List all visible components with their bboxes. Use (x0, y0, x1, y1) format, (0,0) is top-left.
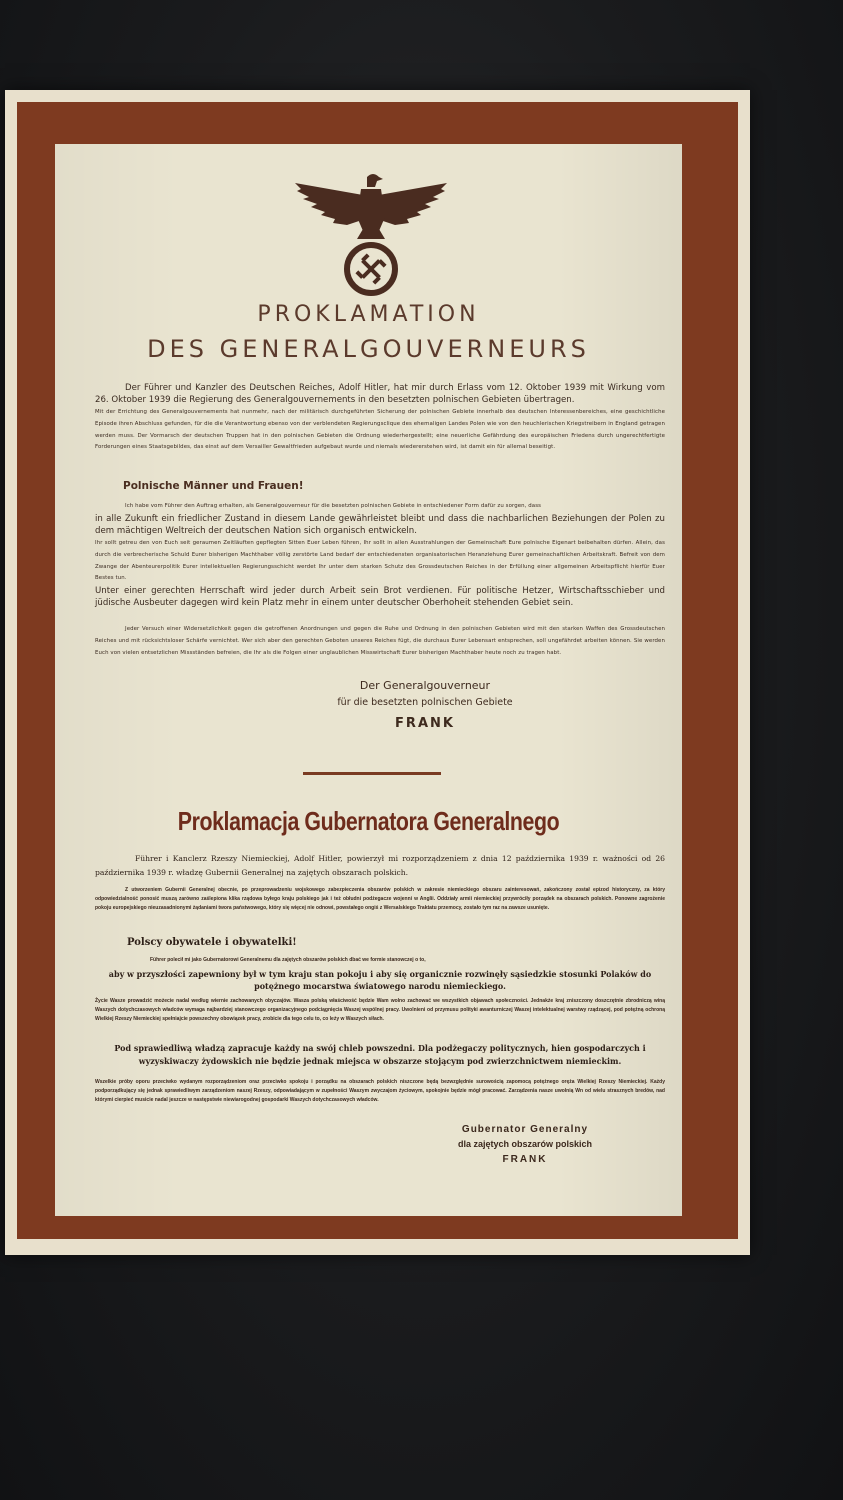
poster-sheet (55, 144, 682, 1216)
german-title-line1: PROKLAMATION (257, 302, 480, 327)
polish-address: Polscy obywatele i obywatelki! (127, 937, 297, 948)
german-paragraph-2d: Unter einer gerechten Herrschaft wird jeder durch Arbeit sein Brot verdienen. Für politische Hetzer, Wirtschaftsschieber und jüdische Ausbeuter dagegen wird kein Platz mehr in einem unter deutscher Oberhoheit stehenden Gebiet sein. (95, 586, 665, 608)
divider-line (303, 772, 441, 775)
polish-paragraph-2d: Pod sprawiedliwą władzą zapracuje każdy na swój chleb powszedni. Dla podżegaczy politycznych, hien gospodarczych i wyzyskiwaczy żydowskich nie będzie jednak miejsca w obszarze stojącym pod zwierzchnictwem niemieckim. (114, 1043, 646, 1066)
german-signature-region: für die besetzten polnischen Gebiete (337, 697, 513, 708)
german-signature-name: FRANK (395, 716, 455, 731)
polish-paragraph-2c: Życie Wasze prowadzić możecie nadal według wiernie zachowanych obyczajów. Wasza polską właściwość będzie Wam wolno zachować we wszystkich objawach społeczności. Jednakże kraj zniszczony doszczętnie zbrodniczą winą Waszych dotychczasowych władców wymaga najbardziej stanowczego organizacyjnego podciągnięcia Waszej wspólnej pracy. Uwolnieni od przymusu polityki awanturniczej Waszej intelektualnej warstwy rządzącej, pod potężną ochroną Wielkiej Rzeszy Niemieckiej spełniajcie powszechny obowiązek pracy, zrobicie dla tego celu to, co leży w Waszych siłach. (95, 998, 665, 1022)
german-paragraph-3: Jeder Versuch einer Widersetzlichkeit gegen die getroffenen Anordnungen und gegen die Ruhe und Ordnung in den polnischen Gebieten wird mit den starken Waffen des Grossdeutschen Reiches und mit rücksichtsloser Schärfe vernichtet. Wer sich aber den gerechten Geboten unseres Reiches fügt, die durchaus Eurer Lebensart entsprechen, soll ungefährdet arbeiten können. Sie werden Euch von vielen entsetzlichen Missständen befreien, die Ihr als die Folgen einer unglaublichen Misswirtschaft Eurer bisherigen Machthaber heute noch zu tragen habt. (95, 626, 665, 656)
polish-signature-region: dla zajętych obszarów polskich (457, 1139, 593, 1149)
polish-paragraph-2a: Führer polecił mi jako Gubernatorowi Generalnemu dla zajętych obszarów polskich dbać we formie stanowczej o to, (150, 957, 426, 963)
polish-signature-name: FRANK (502, 1154, 548, 1165)
german-paragraph-2a: Ich habe vom Führer den Auftrag erhalten, als Generalgouverneur für die besetzten polnischen Gebiete in entschiedener Form dafür zu sorgen, dass (125, 503, 542, 509)
german-title-line2: DES GENERALGOUVERNEURS (147, 335, 590, 363)
german-address: Polnische Männer und Frauen! (123, 480, 304, 492)
german-signature-title: Der Generalgouverneur (359, 679, 491, 692)
polish-intro: Führer i Kanclerz Rzeszy Niemieckiej, Adolf Hitler, powierzył mi rozporządzeniem z dnia 12 października 1939 r. ważności od 26 października 1939 r. władzę Gubernii Generalnej na zajętych obszarach polskich. (95, 854, 665, 877)
poster (5, 90, 750, 1255)
eagle-emblem-icon (287, 169, 455, 301)
polish-signature-title: Gubernator Generalny (461, 1124, 589, 1135)
german-paragraph-1: Mit der Errichtung des Generalgouvernements hat nunmehr, nach der militärisch durchgeführten Sicherung der polnischen Gebiete innerhalb des deutschen Interessenbereiches, eine geschichtliche Episode ihren Abschluss gefunden, für die die Verantwortung ebenso von der verblendeten Regierungsclique des ehemaligen Landes Polen wie von den heuchlerischen Kriegstreibern in England getragen werden muss. Der Vormarsch der deutschen Truppen hat in den polnischen Gebieten die Ordnung wiederhergestellt; eine neuerliche Gefährdung des europäischen Friedens durch ungerechtfertigte Forderungen eines Staatsgebildes, das einst auf dem Versailler Gewaltfrieden aufgebaut wurde und niemals wiedererstehen wird, ist damit ein für allemal beseitigt. (95, 409, 665, 451)
german-paragraph-2c: Ihr sollt getreu den von Euch seit geraumen Zeitläuften gepflegten Sitten Euer Leben führen, Ihr sollt in allen Ausstrahlungen der Gemeinschaft Eure polnische Eigenart beibehalten dürfen. Allein, das durch die verbrecherische Schuld Eurer bisherigen Machthaber völlig zerstörte Land bedarf der entschiedensten organisatorischen Heranziehung Eurer gemeinschaftlichen Arbeitskraft. Befreit von dem Zwange der Abenteurerpolitik Eurer intellektuellen Regierungsschicht werdet Ihr unter dem starken Schutz des Grossdeutschen Reiches in der Erfüllung einer allgemeinen Arbeitspflicht hierfür Euer Bestes tun. (95, 540, 665, 582)
german-paragraph-2b: in alle Zukunft ein friedlicher Zustand in diesem Lande gewährleistet bleibt und dass die nachbarlichen Beziehungen der Polen zu dem mächtigen Weltreich der deutschen Nation sich organisch entwickeln. (95, 514, 665, 536)
polish-title: Proklamacja Gubernatora Generalnego (177, 806, 560, 836)
polish-paragraph-1: Z utworzeniem Gubernii Generalnej obecnie, po przeprowadzeniu wojskowego zabezpieczenia obszarów polskich w zakresie niemieckiego obszaru zainteresowań, zakończony został epizod historyczny, za który odpowiedzialność ponosić muszą zarówno zaślepiona klika rządowa byłego kraju polskiego jak i też obłudni podżegacze wojenni w Anglii. Oddziały armii niemieckiej przywróciły porządek na obszarach polskich. Ponowne zagrożenie pokoju europejskiego nieuzasadnionymi żądaniami twora państwowego, który się więcej nie odnowi, powstałego ongiś z Wersalskiego Traktatu przemocy, zostało tym raz na zawsze usunięte. (95, 887, 665, 911)
german-intro: Der Führer und Kanzler des Deutschen Reiches, Adolf Hitler, hat mir durch Erlass vom 12. Oktober 1939 mit Wirkung vom 26. Oktober 1939 die Regierung des Generalgouvernements in den besetzten polnischen Gebieten übertragen. (95, 383, 665, 405)
polish-paragraph-2b: aby w przyszłości zapewniony był w tym kraju stan pokoju i aby się organicznie rozwinęły sąsiedzkie stosunki Polaków do potężnego mocarstwa światowego narodu niemieckiego. (108, 969, 652, 991)
polish-paragraph-3: Wszelkie próby oporu przeciwko wydanym rozporządzeniom oraz przeciwko spokoju i porządku na obszarach polskich niszczone będą bezwzględnie surowością zapomocą potężnego oręża Wielkiej Rzeszy Niemieckiej. Każdy podporządkujący się jednak sprawiedliwym zarządzeniom naszej Rzeszy, odpowiadającym w zupełności Waszym zwyczajom życiowym, spokojnie będzie mógł pracować. Zarządzenia nasze uwolnią Wn od wielu strasznych bredów, nad którymi cierpieć musicie nadal jeszcze w następstwie niewiarogodnej gospodarki Waszych dotychczasowych władców. (95, 1079, 665, 1103)
